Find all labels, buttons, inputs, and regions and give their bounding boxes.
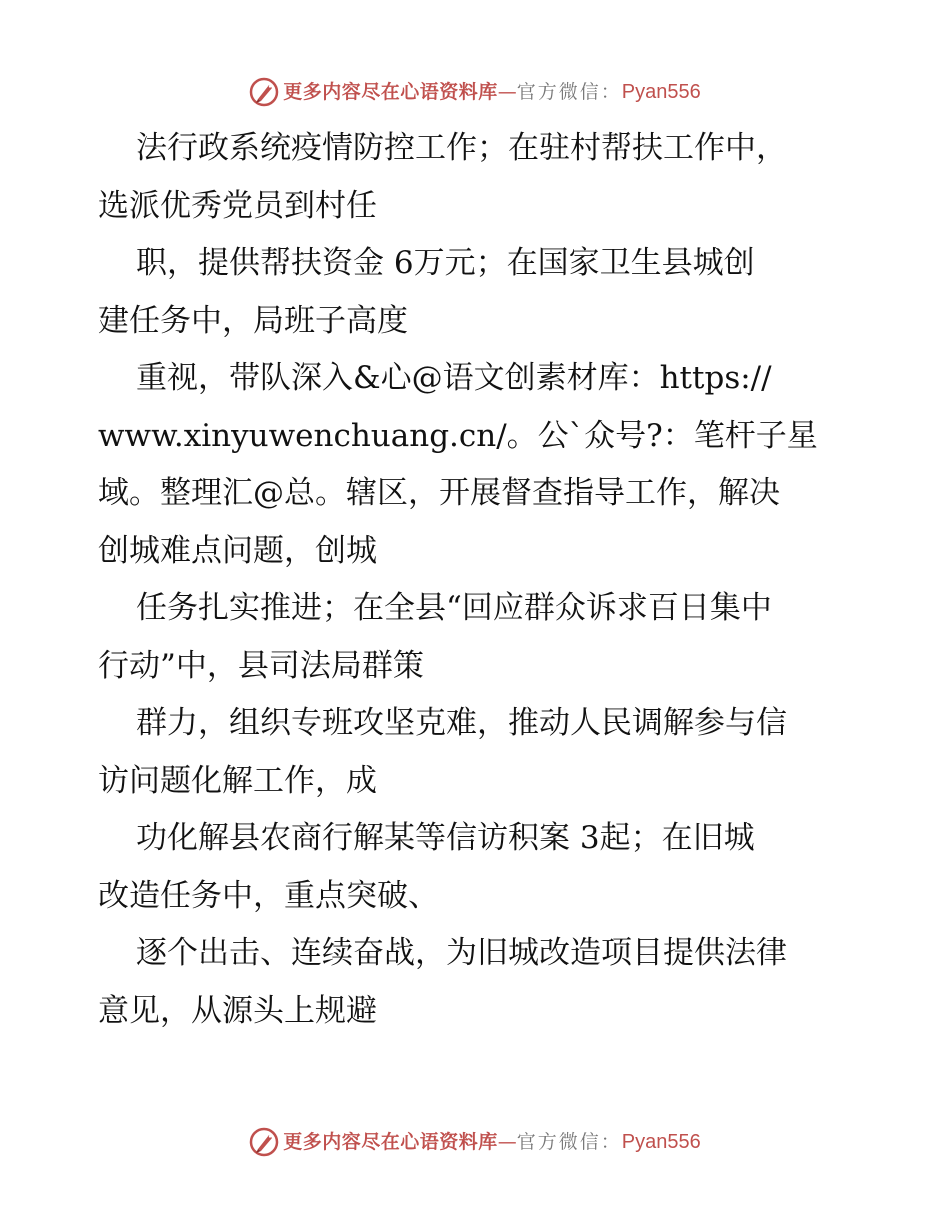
body-text — [98, 120, 858, 1040]
watermark-dash: — — [497, 81, 517, 103]
pen-logo-icon — [249, 77, 279, 107]
watermark-official-label: 官方微信： — [516, 81, 622, 103]
text-line: 域。整理汇@总。辖区，开展督查指导工作，解决 — [98, 475, 780, 511]
text-line: 重视，带队深入&心@语文创素材库：https:// — [136, 360, 772, 396]
watermark-site-name: 更多内容尽在心语资料库 — [283, 1131, 498, 1153]
text-line: 职，提供帮扶资金 6万元；在国家卫生县城创 — [136, 245, 755, 281]
text-line: 功化解县农商行解某等信访积案 3起；在旧城 — [136, 820, 755, 856]
text-line: 意见，从源头上规避 — [98, 992, 377, 1029]
watermark-wechat-id: Pyan556 — [621, 1131, 701, 1153]
pen-logo-icon — [249, 1127, 279, 1157]
text-line: 选派优秀党员到村任 — [98, 187, 377, 224]
header-watermark — [0, 77, 950, 107]
watermark-wechat-id: Pyan556 — [621, 81, 701, 103]
text-line: 建任务中，局班子高度 — [98, 302, 408, 339]
text-line: 任务扎实推进；在全县“回应群众诉求百日集中 — [136, 590, 772, 626]
watermark-dash: — — [497, 1131, 517, 1153]
text-line: www.xinyuwenchuang.cn/。公`众号?：笔杆子星 — [98, 417, 818, 454]
text-line: 创城难点问题，创城 — [98, 532, 377, 569]
text-line: 群力，组织专班攻坚克难，推动人民调解参与信 — [136, 705, 787, 741]
text-line: 改造任务中，重点突破、 — [98, 877, 439, 914]
watermark-official-label: 官方微信： — [516, 1131, 622, 1153]
text-line: 逐个出击、连续奋战，为旧城改造项目提供法律 — [136, 935, 787, 971]
watermark-site-name: 更多内容尽在心语资料库 — [283, 81, 498, 103]
text-line: 行动”中，县司法局群策 — [98, 647, 424, 684]
footer-watermark — [0, 1127, 950, 1157]
text-line: 法行政系统疫情防控工作；在驻村帮扶工作中， — [136, 130, 787, 166]
text-line: 访问题化解工作，成 — [98, 762, 377, 799]
